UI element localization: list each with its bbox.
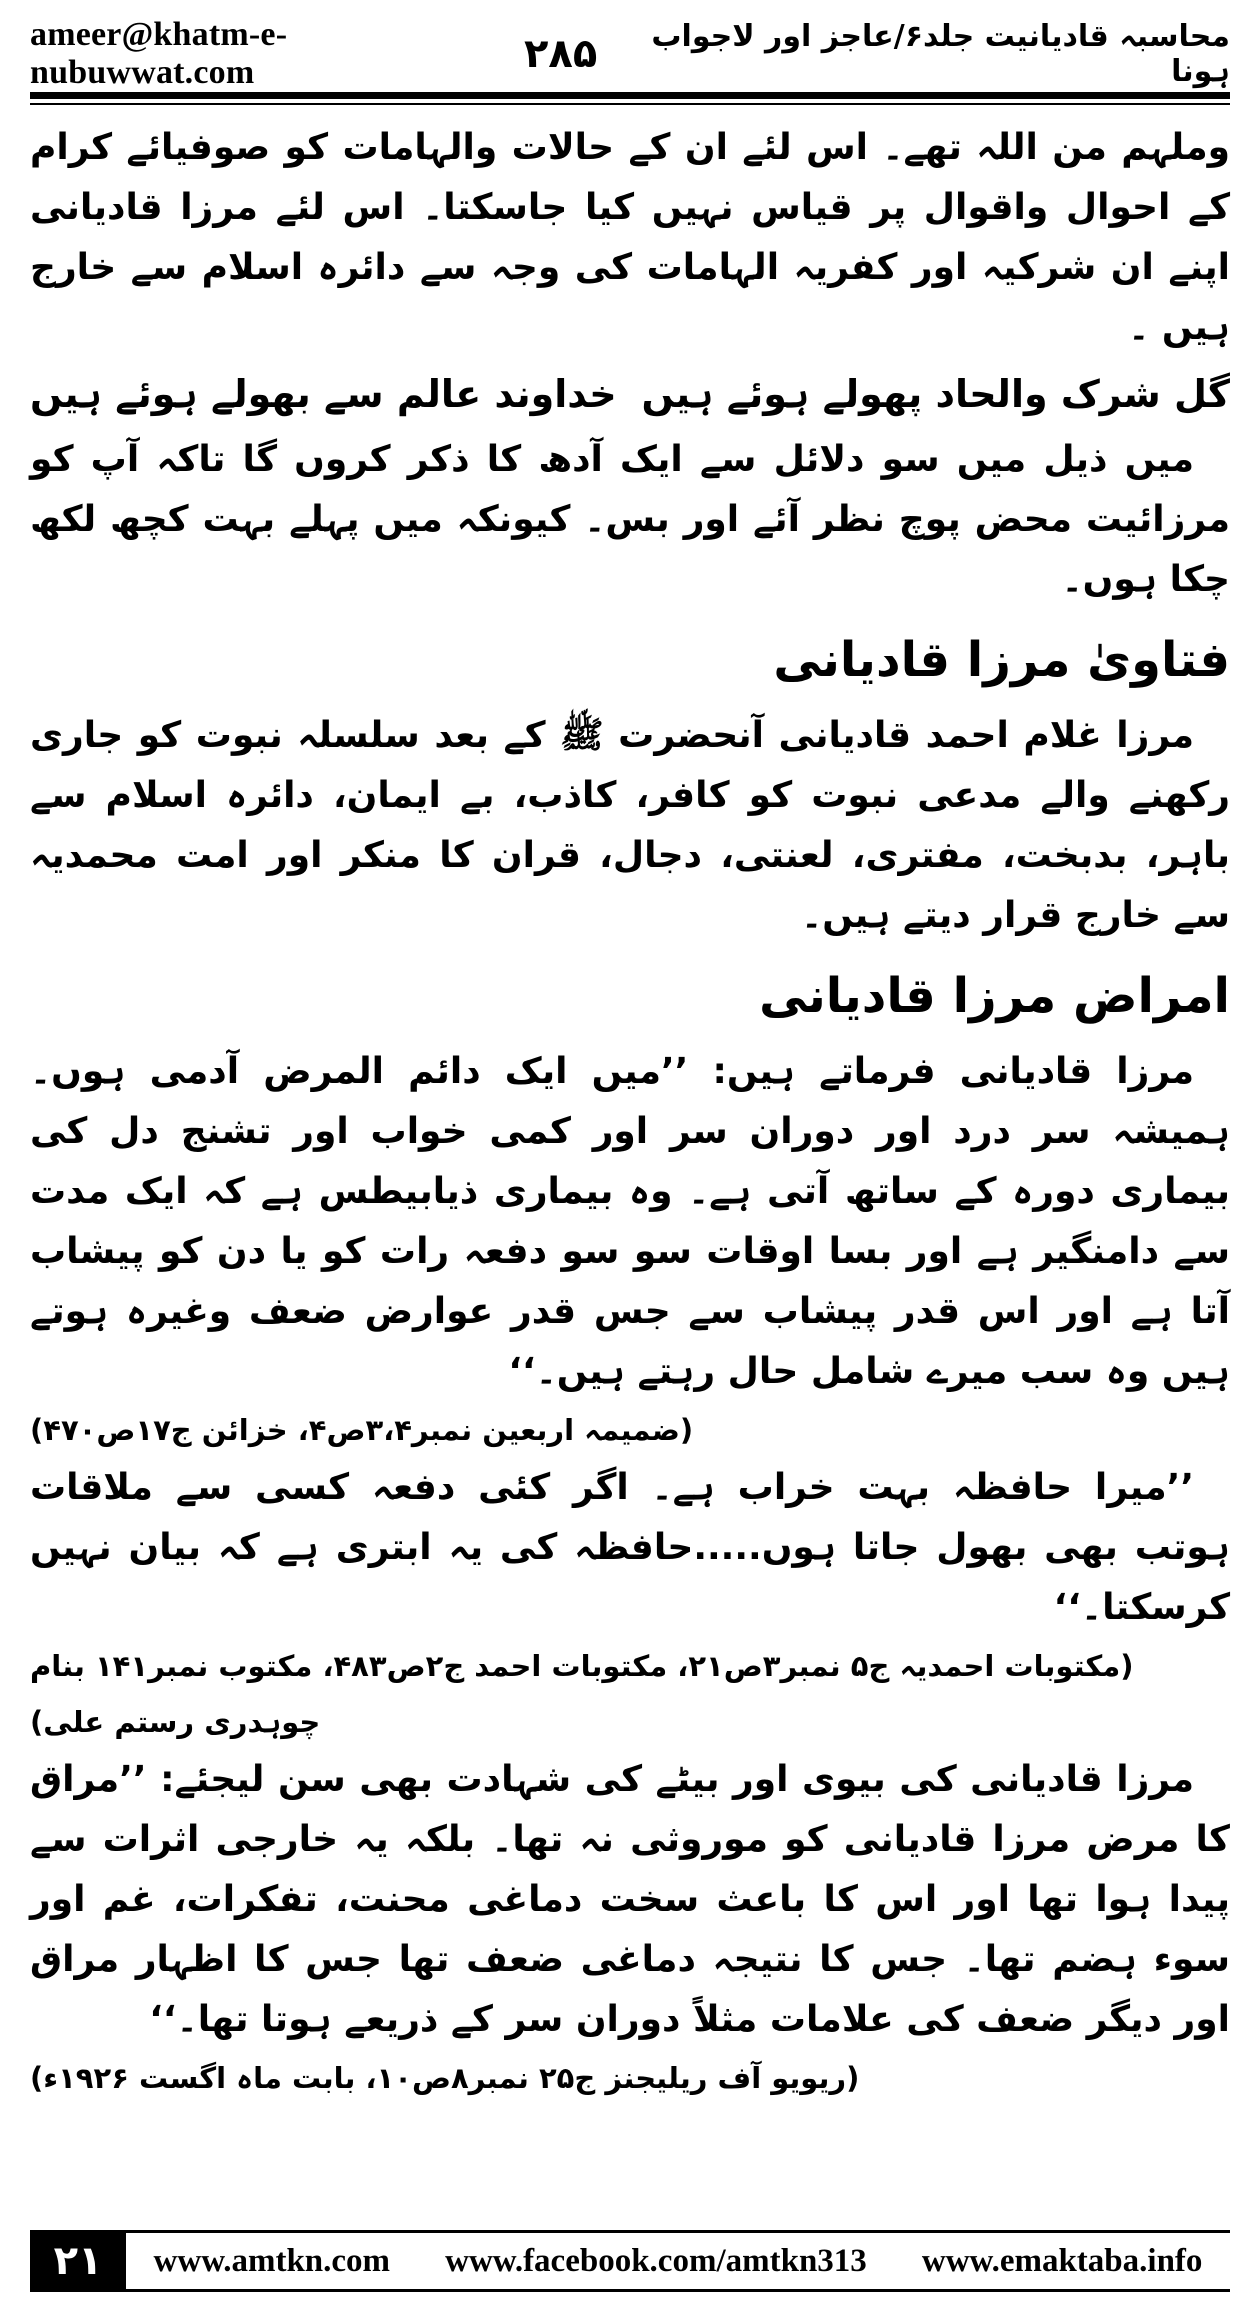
document-page (30, 0, 1230, 2310)
section-heading-fatawa: فتاویٰ مرزا قادیانی (773, 632, 1230, 688)
section-heading-amraz: امراض مرزا قادیانی (759, 968, 1230, 1024)
verse-right: گل شرک والحاد پھولے ہوئے ہیں (641, 372, 1230, 416)
paragraph-5: ’’میرا حافظہ بہت خراب ہے۔ اگر کئی دفعہ کسی سے ملاقات ہوتب بھی بھول جاتا ہوں.....حافظہ کی یہ ابتری ہے کہ بیان نہیں کرسکتا۔‘‘ (30, 1467, 1230, 1628)
footer-page-number: ۲۱ (30, 2230, 126, 2292)
paragraph-1: وملہم من اللہ تھے۔ اس لئے ان کے حالات والہامات کو صوفیائے کرام کے احوال واقوال پر قیاس نہیں کیا جاسکتا۔ اس لئے مرزا قادیانی اپنے ان شرکیہ اور کفریہ الہامات کی وجہ سے دائرہ اسلام سے خارج ہیں ۔ (30, 127, 1230, 348)
footer-link-emaktaba[interactable]: www.emaktaba.info (921, 2242, 1203, 2279)
header-left (30, 16, 597, 92)
header-page-number: ۲۸۵ (523, 31, 598, 77)
verse-couplet (30, 362, 1230, 426)
citation-2: (مکتوبات احمدیہ ج۵ نمبر۳ص۲۱، مکتوبات احمد ج۲ص۴۸۳، مکتوب نمبر۱۴۱ بنام چوہدری رستم علی) (30, 1649, 1134, 1739)
page-body (30, 118, 1230, 2106)
header-title: محاسبہ قادیانیت جلد۶/عاجز اور لاجواب ہونا (651, 19, 1230, 89)
header-rule-thick (30, 92, 1230, 99)
page-header (30, 18, 1230, 90)
footer-link-facebook[interactable]: www.facebook.com/amtkn313 (445, 2242, 867, 2279)
citation-1: (ضمیمہ اربعین نمبر۳،۴ص۴، خزائن ج۱۷ص۴۷۰) (30, 1413, 694, 1447)
paragraph-4: مرزا قادیانی فرماتے ہیں: ’’میں ایک دائم المرض آدمی ہوں۔ ہمیشہ سر درد اور دوران سر اور کمی خواب اور تشنج دل کی بیماری دورہ کے ساتھ آتی ہے۔ وہ بیماری ذیابیطس ہے کہ ایک مدت سے دامنگیر ہے اور بسا اوقات سو سو دفعہ رات کو یا دن کو پیشاب آتا ہے اور اس قدر پیشاب سے جس قدر عوارض ضعف وغیرہ ہوتے ہیں وہ سب میرے شامل حال رہتے ہیں۔‘‘ (30, 1051, 1230, 1392)
verse-left: خداوند عالم سے بھولے ہوئے ہیں (30, 372, 617, 416)
footer-link-amtkn[interactable]: www.amtkn.com (153, 2242, 391, 2279)
page-footer (30, 2230, 1230, 2292)
header-rule-thin (30, 103, 1230, 105)
paragraph-3: مرزا غلام احمد قادیانی آنحضرت ﷺ کے بعد سلسلہ نبوت کو جاری رکھنے والے مدعی نبوت کو کافر، کاذب، بے ایمان، دائرہ اسلام سے باہر، بدبخت، مفتری، لعنتی، دجال، قران کا منکر اور امت محمدیہ سے خارج قرار دیتے ہیں۔ (30, 715, 1230, 936)
citation-3: (ریویو آف ریلیجنز ج۲۵ نمبر۸ص۱۰، بابت ماہ اگست ۱۹۲۶ء) (30, 2061, 860, 2095)
paragraph-2: میں ذیل میں سو دلائل سے ایک آدھ کا ذکر کروں گا تاکہ آپ کو مرزائیت محض پوچ نظر آئے اور بس۔ کیونکہ میں پہلے بہت کچھ لکھ چکا ہوں۔ (30, 439, 1230, 600)
footer-links (126, 2230, 1230, 2292)
paragraph-6: مرزا قادیانی کی بیوی اور بیٹے کی شہادت بھی سن لیجئے: ’’مراق کا مرض مرزا قادیانی کو موروثی نہ تھا۔ بلکہ یہ خارجی اثرات سے پیدا ہوا تھا اور اس کا باعث سخت دماغی محنت، تفکرات، غم اور سوء ہضم تھا۔ جس کا نتیجہ دماغی ضعف تھا جس کا اظہار مراق اور دیگر ضعف کی علامات مثلاً دوران سر کے ذریعے ہوتا تھا۔‘‘ (30, 1759, 1230, 2040)
header-email: ameer@khatm-e-nubuwwat.com (30, 16, 288, 91)
